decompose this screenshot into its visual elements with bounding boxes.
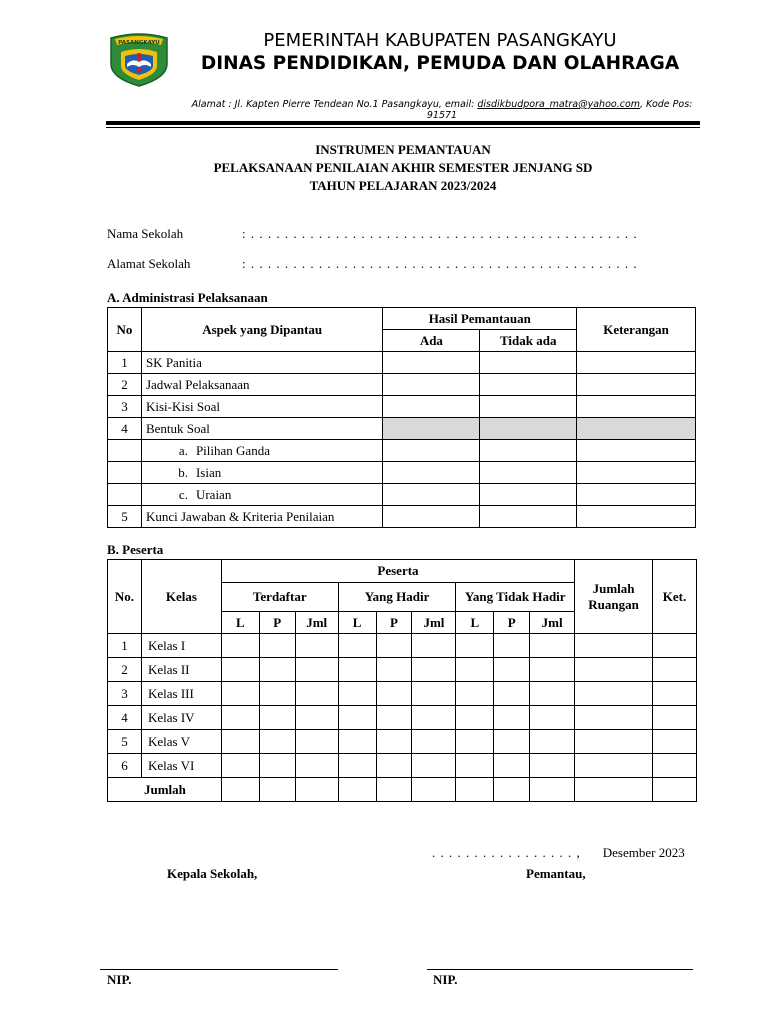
count-cell[interactable] bbox=[494, 682, 530, 706]
table-row bbox=[108, 634, 697, 658]
tidak-ada-cell[interactable] bbox=[480, 506, 577, 528]
count-cell[interactable] bbox=[295, 706, 338, 730]
sub-aspect bbox=[141, 484, 383, 506]
row-number bbox=[108, 462, 142, 484]
sub-aspect bbox=[141, 440, 383, 462]
aspect-label: Bentuk Soal bbox=[141, 418, 383, 440]
col-header-p: P bbox=[494, 612, 530, 634]
count-cell[interactable] bbox=[221, 658, 259, 682]
col-header-kelas: Kelas bbox=[141, 560, 221, 634]
table-row bbox=[108, 462, 696, 484]
keterangan-cell[interactable] bbox=[577, 352, 696, 374]
class-label: Kelas IV bbox=[141, 706, 221, 730]
count-cell[interactable] bbox=[530, 682, 575, 706]
count-cell[interactable] bbox=[456, 778, 494, 802]
count-cell[interactable] bbox=[338, 682, 376, 706]
svg-text:PASANGKAYU: PASANGKAYU bbox=[118, 40, 160, 46]
address-suffix: , Kode Pos: 91571 bbox=[426, 99, 693, 121]
keterangan-cell[interactable] bbox=[577, 462, 696, 484]
keterangan-cell[interactable] bbox=[577, 440, 696, 462]
table-row bbox=[108, 706, 697, 730]
ada-cell[interactable] bbox=[383, 374, 480, 396]
table-row bbox=[108, 418, 696, 440]
section-a-heading: A. Administrasi Pelaksanaan bbox=[107, 290, 268, 305]
ada-cell[interactable] bbox=[383, 396, 480, 418]
ket-cell[interactable] bbox=[653, 730, 697, 754]
ada-cell[interactable] bbox=[383, 506, 480, 528]
sub-label: Uraian bbox=[195, 486, 232, 502]
col-header-l: L bbox=[338, 612, 376, 634]
header-divider-thick bbox=[106, 121, 700, 125]
count-cell[interactable] bbox=[338, 658, 376, 682]
keterangan-cell[interactable] bbox=[577, 506, 696, 528]
class-label: Kelas III bbox=[141, 682, 221, 706]
monitor-signature-label: Pemantau, bbox=[526, 866, 586, 881]
row-number: 3 bbox=[108, 396, 142, 418]
count-cell[interactable] bbox=[530, 754, 575, 778]
col-header-no: No. bbox=[108, 560, 142, 634]
ket-cell[interactable] bbox=[653, 754, 697, 778]
document-title-line-3: TAHUN PELAJARAN 2023/2024 bbox=[309, 178, 497, 193]
table-row bbox=[108, 658, 697, 682]
col-header-p: P bbox=[259, 612, 295, 634]
col-header-jml: Jml bbox=[412, 612, 456, 634]
sub-aspect bbox=[141, 462, 383, 484]
row-number: 1 bbox=[108, 352, 142, 374]
count-cell[interactable] bbox=[456, 754, 494, 778]
shaded-cell bbox=[480, 418, 577, 440]
room-count-cell[interactable] bbox=[575, 682, 653, 706]
count-cell[interactable] bbox=[221, 706, 259, 730]
ket-cell[interactable] bbox=[653, 682, 697, 706]
aspect-label: Kisi-Kisi Soal bbox=[141, 396, 383, 418]
ket-cell[interactable] bbox=[653, 778, 697, 802]
ket-cell[interactable] bbox=[653, 658, 697, 682]
school-name-label: Nama Sekolah bbox=[107, 226, 184, 241]
count-cell[interactable] bbox=[376, 682, 412, 706]
row-number: 6 bbox=[108, 754, 142, 778]
count-cell[interactable] bbox=[494, 634, 530, 658]
government-name: PEMERINTAH KABUPATEN PASANGKAYU bbox=[263, 30, 617, 51]
count-cell[interactable] bbox=[412, 706, 456, 730]
header-divider-thin bbox=[106, 127, 700, 128]
count-cell[interactable] bbox=[221, 634, 259, 658]
school-address-field[interactable]: : . . . . . . . . . . . . . . . . . . . . . . . . . . . . . . . . . . . . . . . . . . . . . . bbox=[242, 256, 638, 271]
count-cell[interactable] bbox=[530, 706, 575, 730]
row-number bbox=[108, 440, 142, 462]
monitor-signature-line bbox=[427, 969, 693, 970]
col-header-no: No bbox=[108, 308, 142, 352]
count-cell[interactable] bbox=[494, 706, 530, 730]
ada-cell[interactable] bbox=[383, 352, 480, 374]
count-cell[interactable] bbox=[412, 754, 456, 778]
table-row bbox=[108, 506, 696, 528]
col-header-jumlah-ruangan: Jumlah Ruangan bbox=[575, 560, 653, 634]
count-cell[interactable] bbox=[456, 634, 494, 658]
ada-cell[interactable] bbox=[383, 484, 480, 506]
col-header-ket: Ket. bbox=[653, 560, 697, 634]
school-name-field[interactable]: : . . . . . . . . . . . . . . . . . . . . . . . . . . . . . . . . . . . . . . . . . . . . . . bbox=[242, 226, 638, 241]
table-row bbox=[108, 730, 697, 754]
count-cell[interactable] bbox=[295, 778, 338, 802]
count-cell[interactable] bbox=[376, 754, 412, 778]
count-cell[interactable] bbox=[259, 730, 295, 754]
count-cell[interactable] bbox=[412, 730, 456, 754]
count-cell[interactable] bbox=[530, 634, 575, 658]
table-row bbox=[108, 374, 696, 396]
document-title-line-1: INSTRUMEN PEMANTAUAN bbox=[315, 142, 491, 157]
count-cell[interactable] bbox=[295, 634, 338, 658]
count-cell[interactable] bbox=[338, 634, 376, 658]
sub-letter: a. bbox=[178, 442, 188, 458]
keterangan-cell[interactable] bbox=[577, 484, 696, 506]
class-label: Kelas V bbox=[141, 730, 221, 754]
monitor-nip-label: NIP. bbox=[433, 972, 458, 987]
count-cell[interactable] bbox=[295, 682, 338, 706]
count-cell[interactable] bbox=[412, 658, 456, 682]
count-cell[interactable] bbox=[259, 754, 295, 778]
row-number: 1 bbox=[108, 634, 142, 658]
row-number: 2 bbox=[108, 658, 142, 682]
room-count-cell[interactable] bbox=[575, 706, 653, 730]
room-count-cell[interactable] bbox=[575, 658, 653, 682]
room-count-cell[interactable] bbox=[575, 778, 653, 802]
row-number: 5 bbox=[108, 506, 142, 528]
ket-cell[interactable] bbox=[653, 634, 697, 658]
total-label: Jumlah bbox=[108, 778, 222, 802]
col-header-keterangan: Keterangan bbox=[577, 308, 696, 352]
col-header-jml: Jml bbox=[295, 612, 338, 634]
class-label: Kelas I bbox=[141, 634, 221, 658]
date-place-field[interactable]: . . . . . . . . . . . . . . . . . , bbox=[432, 845, 581, 860]
date-line bbox=[432, 845, 685, 861]
col-header-aspect: Aspek yang Dipantau bbox=[141, 308, 383, 352]
ada-cell[interactable] bbox=[383, 462, 480, 484]
tidak-ada-cell[interactable] bbox=[480, 396, 577, 418]
count-cell[interactable] bbox=[259, 634, 295, 658]
count-cell[interactable] bbox=[412, 778, 456, 802]
class-label: Kelas VI bbox=[141, 754, 221, 778]
count-cell[interactable] bbox=[221, 682, 259, 706]
count-cell[interactable] bbox=[456, 706, 494, 730]
shaded-cell bbox=[577, 418, 696, 440]
row-number: 5 bbox=[108, 730, 142, 754]
col-header-ada: Ada bbox=[383, 330, 480, 352]
aspect-label: Jadwal Pelaksanaan bbox=[141, 374, 383, 396]
keterangan-cell[interactable] bbox=[577, 396, 696, 418]
count-cell[interactable] bbox=[376, 730, 412, 754]
address-line bbox=[186, 99, 698, 121]
date-month: Desember 2023 bbox=[602, 845, 685, 860]
count-cell[interactable] bbox=[338, 730, 376, 754]
count-cell[interactable] bbox=[221, 730, 259, 754]
col-header-l: L bbox=[221, 612, 259, 634]
tidak-ada-cell[interactable] bbox=[480, 462, 577, 484]
table-row-total bbox=[108, 778, 697, 802]
tidak-ada-cell[interactable] bbox=[480, 484, 577, 506]
aspect-label: SK Panitia bbox=[141, 352, 383, 374]
aspect-label: Kunci Jawaban & Kriteria Penilaian bbox=[141, 506, 383, 528]
col-header-p: P bbox=[376, 612, 412, 634]
count-cell[interactable] bbox=[338, 778, 376, 802]
count-cell[interactable] bbox=[494, 778, 530, 802]
ket-cell[interactable] bbox=[653, 706, 697, 730]
col-header-peserta: Peserta bbox=[221, 560, 574, 583]
ada-cell[interactable] bbox=[383, 440, 480, 462]
col-header-yang-tidak-hadir: Yang Tidak Hadir bbox=[456, 583, 575, 612]
count-cell[interactable] bbox=[221, 754, 259, 778]
row-number: 3 bbox=[108, 682, 142, 706]
room-count-cell[interactable] bbox=[575, 730, 653, 754]
room-count-cell[interactable] bbox=[575, 754, 653, 778]
tidak-ada-cell[interactable] bbox=[480, 352, 577, 374]
administration-table bbox=[107, 307, 696, 528]
principal-nip-label: NIP. bbox=[107, 972, 132, 987]
count-cell[interactable] bbox=[530, 658, 575, 682]
document-title-line-2: PELAKSANAAN PENILAIAN AKHIR SEMESTER JENJANG SD bbox=[213, 160, 593, 175]
count-cell[interactable] bbox=[295, 754, 338, 778]
count-cell[interactable] bbox=[494, 658, 530, 682]
count-cell[interactable] bbox=[376, 634, 412, 658]
count-cell[interactable] bbox=[412, 634, 456, 658]
count-cell[interactable] bbox=[412, 682, 456, 706]
row-number: 4 bbox=[108, 418, 142, 440]
count-cell[interactable] bbox=[259, 658, 295, 682]
section-b-heading: B. Peserta bbox=[107, 542, 164, 557]
table-row bbox=[108, 396, 696, 418]
count-cell[interactable] bbox=[456, 658, 494, 682]
count-cell[interactable] bbox=[259, 706, 295, 730]
department-name: DINAS PENDIDIKAN, PEMUDA DAN OLAHRAGA bbox=[200, 53, 680, 74]
shaded-cell bbox=[383, 418, 480, 440]
count-cell[interactable] bbox=[456, 682, 494, 706]
row-number bbox=[108, 484, 142, 506]
regency-logo bbox=[107, 30, 171, 88]
row-number: 2 bbox=[108, 374, 142, 396]
count-cell[interactable] bbox=[338, 754, 376, 778]
school-address-label: Alamat Sekolah bbox=[107, 256, 191, 271]
count-cell[interactable] bbox=[376, 778, 412, 802]
count-cell[interactable] bbox=[259, 778, 295, 802]
address-prefix: Alamat : Jl. Kapten Pierre Tendean No.1 Pasangkayu, email: bbox=[191, 99, 478, 110]
count-cell[interactable] bbox=[376, 658, 412, 682]
class-label: Kelas II bbox=[141, 658, 221, 682]
count-cell[interactable] bbox=[494, 730, 530, 754]
count-cell[interactable] bbox=[295, 658, 338, 682]
principal-signature-line bbox=[100, 969, 338, 970]
col-header-jml: Jml bbox=[530, 612, 575, 634]
principal-signature-label: Kepala Sekolah, bbox=[167, 866, 258, 881]
table-row bbox=[108, 440, 696, 462]
count-cell[interactable] bbox=[376, 706, 412, 730]
table-row bbox=[108, 352, 696, 374]
sub-label: Pilihan Ganda bbox=[195, 442, 270, 458]
count-cell[interactable] bbox=[456, 730, 494, 754]
table-row bbox=[108, 682, 697, 706]
participants-table bbox=[107, 559, 697, 802]
table-row bbox=[108, 754, 697, 778]
sub-letter: c. bbox=[178, 486, 188, 502]
keterangan-cell[interactable] bbox=[577, 374, 696, 396]
sub-letter: b. bbox=[178, 464, 188, 480]
col-header-result: Hasil Pemantauan bbox=[383, 308, 577, 330]
col-header-yang-hadir: Yang Hadir bbox=[338, 583, 456, 612]
row-number: 4 bbox=[108, 706, 142, 730]
count-cell[interactable] bbox=[295, 730, 338, 754]
tidak-ada-cell[interactable] bbox=[480, 440, 577, 462]
col-header-tidak-ada: Tidak ada bbox=[480, 330, 577, 352]
sub-label: Isian bbox=[195, 464, 222, 480]
count-cell[interactable] bbox=[530, 778, 575, 802]
count-cell[interactable] bbox=[259, 682, 295, 706]
col-header-l: L bbox=[456, 612, 494, 634]
email-link[interactable]: disdikbudpora_matra@yahoo.com bbox=[477, 99, 641, 110]
count-cell[interactable] bbox=[530, 730, 575, 754]
count-cell[interactable] bbox=[494, 754, 530, 778]
tidak-ada-cell[interactable] bbox=[480, 374, 577, 396]
table-row bbox=[108, 484, 696, 506]
col-header-terdaftar: Terdaftar bbox=[221, 583, 338, 612]
count-cell[interactable] bbox=[338, 706, 376, 730]
room-count-cell[interactable] bbox=[575, 634, 653, 658]
count-cell[interactable] bbox=[221, 778, 259, 802]
